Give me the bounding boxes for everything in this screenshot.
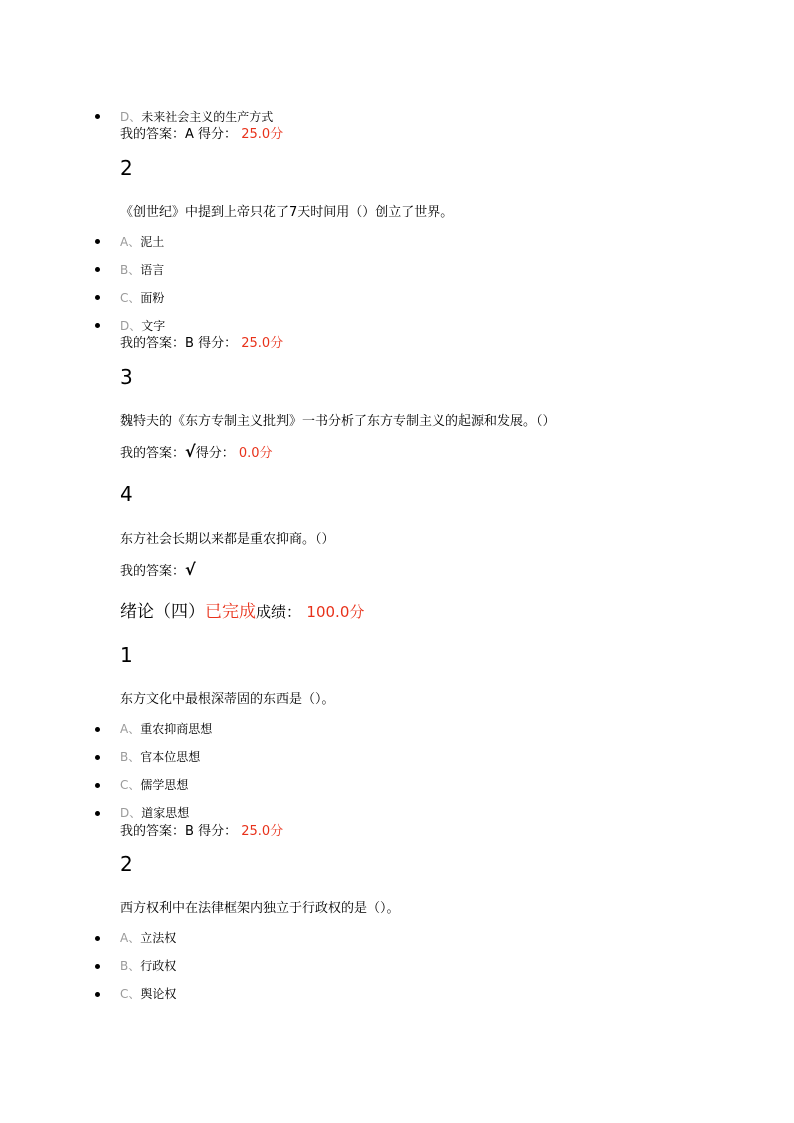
option-letter: C、: [120, 778, 141, 792]
option-text: 泥土: [140, 235, 165, 249]
option-text: 语言: [140, 263, 165, 277]
option-a: [120, 235, 164, 249]
score-label: 得分：: [195, 446, 235, 461]
option-text: 面粉: [140, 291, 165, 305]
option-b: [120, 263, 164, 277]
score-value: 25.0分: [241, 336, 284, 351]
option-letter: B、: [120, 263, 141, 277]
score-value: 0.0分: [238, 446, 273, 461]
score-label: 得分：: [193, 824, 238, 839]
section-header: [120, 602, 364, 622]
list-bullet: [95, 936, 100, 941]
answer-label: 我的答案：: [120, 336, 186, 351]
answer-value: B: [185, 824, 194, 839]
option-letter: A、: [120, 722, 141, 736]
list-bullet: [95, 755, 100, 760]
question-text: 《创世纪》中提到上帝只花了7天时间用（）创立了世界。: [120, 205, 454, 220]
question-text: 东方社会长期以来都是重农抑商。（）: [120, 532, 335, 547]
option-c: [120, 291, 164, 305]
option-letter: D、: [120, 319, 142, 333]
option-text: 重农抑商思想: [140, 722, 213, 736]
list-bullet: [95, 323, 100, 328]
question-number: 2: [120, 852, 133, 876]
my-answer-line: [120, 824, 283, 840]
score-value: 25.0分: [241, 127, 284, 142]
section-status: 已完成: [205, 602, 256, 622]
option-text: 行政权: [140, 959, 177, 973]
option-c: [120, 987, 176, 1001]
option-letter: A、: [120, 931, 141, 945]
score-value: 25.0分: [241, 824, 284, 839]
option-a: [120, 722, 212, 736]
option-letter: B、: [120, 750, 141, 764]
answer-value: B: [185, 336, 194, 351]
option-text: 文字: [141, 319, 166, 333]
answer-label: 我的答案：: [120, 127, 186, 142]
checkmark-icon: √: [185, 442, 196, 461]
option-letter: D、: [120, 806, 142, 820]
option-letter: D、: [120, 110, 142, 124]
option-d: [120, 319, 165, 333]
option-text: 未来社会主义的生产方式: [141, 110, 274, 124]
my-answer-line: [120, 444, 273, 462]
checkmark-icon: √: [185, 560, 196, 579]
option-letter: B、: [120, 959, 141, 973]
list-bullet: [95, 267, 100, 272]
option-a: [120, 931, 176, 945]
option-c: [120, 778, 188, 792]
list-bullet: [95, 992, 100, 997]
my-answer-line: [120, 336, 283, 352]
option-text: 立法权: [140, 931, 177, 945]
option-d: [120, 110, 273, 124]
section-score-value: 100.0分: [306, 603, 365, 621]
score-label: 得分：: [193, 336, 238, 351]
question-text: 魏特夫的《东方专制主义批判》一书分析了东方专制主义的起源和发展。（）: [120, 414, 556, 429]
option-d: [120, 806, 189, 820]
answer-label: 我的答案：: [120, 824, 186, 839]
list-bullet: [95, 964, 100, 969]
answer-value: A: [185, 127, 194, 142]
question-text: 东方文化中最根深蒂固的东西是（）。: [120, 692, 335, 707]
question-number: 2: [120, 156, 133, 180]
list-bullet: [95, 811, 100, 816]
list-bullet: [95, 295, 100, 300]
score-label: 得分：: [193, 127, 238, 142]
question-number: 1: [120, 643, 133, 667]
question-text: 西方权利中在法律框架内独立于行政权的是（）。: [120, 901, 400, 916]
option-letter: A、: [120, 235, 141, 249]
list-bullet: [95, 114, 100, 119]
my-answer-line: [120, 127, 283, 143]
option-text: 道家思想: [141, 806, 190, 820]
option-letter: C、: [120, 987, 141, 1001]
option-b: [120, 750, 200, 764]
option-letter: C、: [120, 291, 141, 305]
section-score-label: 成绩：: [256, 603, 302, 621]
option-text: 官本位思想: [140, 750, 201, 764]
section-title: 绪论（四）: [120, 602, 205, 622]
option-text: 儒学思想: [140, 778, 189, 792]
list-bullet: [95, 727, 100, 732]
question-number: 3: [120, 365, 133, 389]
option-b: [120, 959, 176, 973]
option-text: 舆论权: [140, 987, 177, 1001]
list-bullet: [95, 783, 100, 788]
list-bullet: [95, 239, 100, 244]
my-answer-line: [120, 562, 196, 580]
question-number: 4: [120, 482, 133, 506]
answer-label: 我的答案：: [120, 446, 186, 461]
answer-label: 我的答案：: [120, 564, 186, 579]
